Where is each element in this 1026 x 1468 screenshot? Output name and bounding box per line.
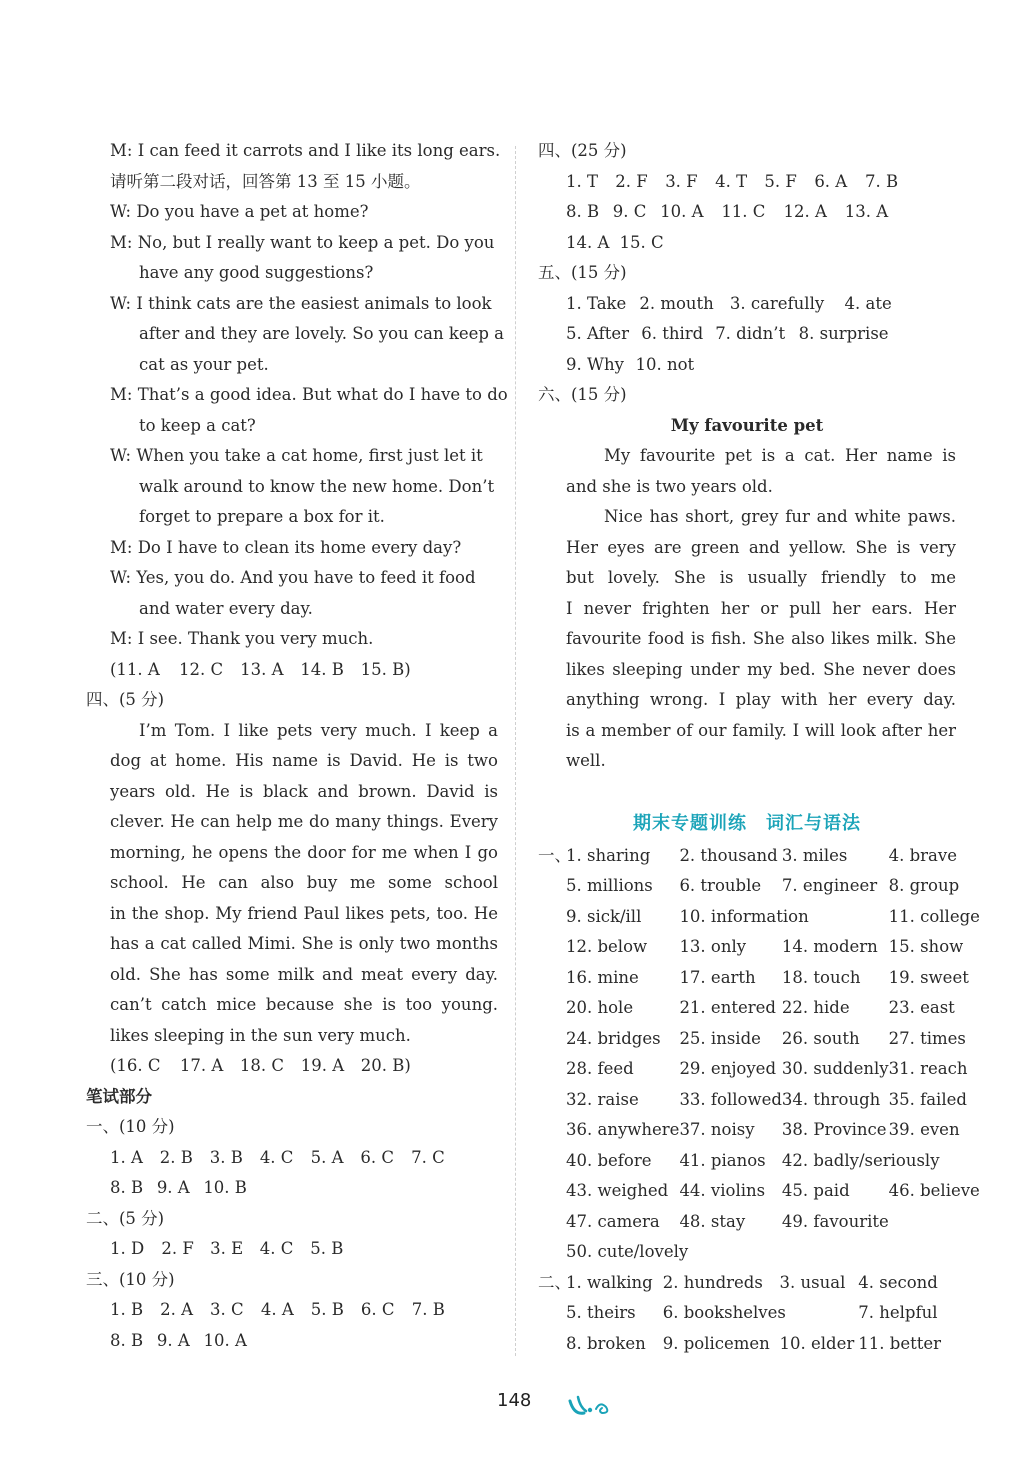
vocab-block <box>538 841 980 1268</box>
answer-row <box>86 1143 498 1174</box>
table-row <box>566 1085 980 1116</box>
answer: 8. B <box>110 1330 144 1350</box>
answer: 1. A <box>110 1147 143 1167</box>
answer: 14. modern <box>781 937 878 956</box>
table-row <box>566 932 980 963</box>
dialogue-line: to keep a cat? <box>139 415 256 435</box>
answer-row <box>538 197 956 228</box>
right-column <box>538 136 980 1359</box>
dialogue-line: and water every day. <box>139 598 313 618</box>
section-gap <box>538 777 956 807</box>
table-row <box>566 1237 980 1268</box>
essay-line: anything wrong. I play with her every day. <box>566 690 956 709</box>
dialogue-line: have any good suggestions? <box>139 263 374 282</box>
answer: 5. B <box>310 1300 344 1319</box>
answer: 1. walking <box>566 1272 653 1292</box>
passage-line: school. He can also buy me some school <box>110 873 498 892</box>
answer: 18. touch <box>781 967 861 987</box>
answer: 4. T <box>715 171 748 191</box>
answer: 17. earth <box>679 967 756 987</box>
instruction-line: 请听第二段对话，回答第 13 至 15 小题。 <box>110 171 421 191</box>
page-number: 148 <box>497 1390 532 1411</box>
answer: 7. B <box>411 1300 445 1319</box>
answer: 9. Why <box>566 354 624 374</box>
answer: 6. bookshelves <box>662 1303 786 1322</box>
grammar-block <box>538 1268 956 1360</box>
answer: 11. better <box>858 1333 941 1353</box>
passage-line: clever. He can help me do many things. Every <box>110 812 498 831</box>
answer: 6. A <box>814 171 848 191</box>
answer: 4. A <box>260 1300 294 1319</box>
dialogue-line: M: That’s a good idea. But what do I have to do <box>110 385 508 404</box>
answer: 26. south <box>781 1028 860 1048</box>
answer: 2. B <box>159 1147 193 1167</box>
dialogue-line: W: Do you have a pet at home? <box>110 202 369 221</box>
dialogue-line: W: Yes, you do. And you have to feed it food <box>110 568 476 587</box>
answer: 30. suddenly <box>781 1059 889 1078</box>
answer: 46. believe <box>888 1181 980 1200</box>
essay-line: is a member of our family. I will look after her <box>566 720 956 740</box>
vocab-table <box>566 841 980 1268</box>
dialogue-line: M: I can feed it carrots and I like its long ears. <box>110 141 501 160</box>
answer: 9. policemen <box>662 1333 770 1353</box>
table-row <box>566 1115 980 1146</box>
answer: 4. ate <box>844 293 892 313</box>
dialogue-line: cat as your pet. <box>139 354 269 374</box>
answer: 9. sick/ill <box>566 906 642 926</box>
answer: 8. B <box>566 202 600 221</box>
answer: 48. stay <box>679 1211 746 1231</box>
answer-row <box>538 319 956 350</box>
passage-line: morning, he opens the door for me when I go <box>110 842 498 862</box>
table-row <box>566 963 980 994</box>
passage-line: in the shop. My friend Paul likes pets, too. He <box>110 903 498 923</box>
answer: 2. F <box>161 1239 194 1258</box>
essay-line: and she is two years old. <box>566 476 773 496</box>
answer: 1. B <box>110 1300 144 1319</box>
essay-line: Her eyes are green and yellow. She is very <box>566 537 956 557</box>
answer: 2. thousand <box>679 845 778 865</box>
table-row <box>566 993 980 1024</box>
answer: 35. failed <box>888 1089 967 1109</box>
answer: 37. noisy <box>679 1120 755 1139</box>
essay-line: favourite food is fish. She also likes milk. She <box>566 629 956 648</box>
answer: 2. hundreds <box>662 1272 763 1292</box>
essay-line: well. <box>566 751 606 770</box>
answer: 15. show <box>888 937 964 956</box>
answer: 9. C <box>612 202 647 221</box>
section-number: 一、 <box>538 845 571 865</box>
answer: 5. F <box>764 171 797 191</box>
answer: 3. C <box>209 1300 244 1319</box>
passage-line: years old. He is black and brown. David is <box>110 781 498 801</box>
answer: 8. group <box>888 876 960 895</box>
answer: 15. B) <box>360 659 411 679</box>
written-part-header: 笔试部分 <box>86 1086 152 1106</box>
table-row <box>566 871 980 902</box>
answer: 27. times <box>888 1028 966 1048</box>
answer: 13. only <box>679 937 747 956</box>
answer: 10. B <box>203 1178 247 1197</box>
answer: 7. C <box>411 1147 445 1167</box>
answer: 9. A <box>156 1178 190 1197</box>
dialogue-line: M: Do I have to clean its home every day? <box>110 537 462 557</box>
answer: 12. below <box>566 937 648 956</box>
passage-line: likes sleeping in the sun very much. <box>110 1025 411 1045</box>
answer: 8. surprise <box>798 324 889 343</box>
answer: 10. information <box>679 906 809 926</box>
answer-row <box>86 1173 498 1204</box>
section-title: 期末专题训练 词汇与语法 <box>633 812 861 834</box>
answer-row <box>538 350 956 381</box>
answer: 17. A <box>179 1056 224 1075</box>
answer: 43. weighed <box>566 1181 669 1200</box>
answer: 6. trouble <box>679 876 762 895</box>
answer: 25. inside <box>679 1028 761 1048</box>
answer: 3. B <box>209 1147 243 1167</box>
answer: 6. C <box>360 1300 395 1319</box>
answer: 4. second <box>858 1272 938 1292</box>
answer: 8. broken <box>566 1333 646 1353</box>
table-row <box>566 1146 980 1177</box>
answer: 13. A <box>844 202 889 221</box>
answer: 8. B <box>110 1178 144 1197</box>
answer: 36. anywhere <box>566 1120 680 1139</box>
table-row <box>566 841 980 872</box>
answer: 2. mouth <box>639 293 714 313</box>
answer: 4. C <box>259 1239 294 1258</box>
dialogue-line: forget to prepare a box for it. <box>139 507 385 526</box>
passage-line: dog at home. His name is David. He is two <box>110 751 498 770</box>
answer: 5. theirs <box>566 1303 636 1322</box>
table-row <box>566 1176 980 1207</box>
passage-line: I’m Tom. I like pets very much. I keep a <box>139 720 498 740</box>
essay-line: My favourite pet is a cat. Her name is <box>604 446 956 465</box>
answer-row <box>86 1326 498 1357</box>
answer: 34. through <box>781 1089 881 1109</box>
answer-row <box>86 655 498 686</box>
answer: 41. pianos <box>679 1150 766 1170</box>
answer: 29. enjoyed <box>679 1059 777 1078</box>
answer-row <box>538 167 956 198</box>
answer: 14. A <box>566 232 610 252</box>
dialogue-line: M: No, but I really want to keep a pet. Do you <box>110 232 495 252</box>
table-row <box>566 1054 980 1085</box>
essay-line: Nice has short, grey fur and white paws. <box>604 507 956 526</box>
section-header: 四、(25 分) <box>538 141 627 160</box>
answer: 39. even <box>888 1120 960 1139</box>
section-header: 一、(10 分) <box>86 1117 175 1136</box>
answer: 40. before <box>566 1150 652 1170</box>
answer: 10. A <box>203 1330 247 1350</box>
section-header: 三、(10 分) <box>86 1269 175 1289</box>
answer: 15. C <box>619 232 664 252</box>
page-ornament-icon <box>566 1393 616 1423</box>
answer: 33. followed <box>679 1089 782 1109</box>
table-row <box>566 1329 941 1360</box>
answer: 20. B) <box>360 1056 411 1075</box>
answer: 45. paid <box>781 1181 850 1200</box>
answer: 4. C <box>259 1147 294 1167</box>
passage-line: has a cat called Mimi. She is only two months <box>110 934 498 953</box>
answer: 42. badly/seriously <box>781 1150 940 1170</box>
answer: 3. usual <box>779 1272 846 1292</box>
table-row <box>566 1268 941 1299</box>
table-row <box>566 1298 941 1329</box>
dialogue-line: M: I see. Thank you very much. <box>110 629 374 648</box>
answer: 5. After <box>566 324 630 343</box>
answer: 10. A <box>660 202 704 221</box>
answer-row <box>86 1051 498 1082</box>
answer: 11. college <box>888 906 980 926</box>
answer: 3. F <box>665 171 698 191</box>
answer: 6. third <box>641 324 704 343</box>
left-column <box>86 136 508 1356</box>
answer: 5. millions <box>566 876 653 895</box>
passage-line: old. She has some milk and meat every day. <box>110 964 498 984</box>
answer: 11. C <box>721 202 766 221</box>
section-header: 二、(5 分) <box>86 1208 165 1228</box>
answer: 9. A <box>156 1330 190 1350</box>
answer: 16. mine <box>566 967 639 987</box>
answer: 38. Province <box>781 1120 887 1139</box>
grammar-table <box>566 1268 941 1360</box>
answer: 1. sharing <box>566 845 651 865</box>
answer: 20. hole <box>566 998 634 1017</box>
answer: 22. hide <box>781 998 850 1017</box>
passage-line: can’t catch mice because she is too young. <box>110 995 498 1014</box>
answer: 5. B <box>310 1239 344 1258</box>
dialogue-line: walk around to know the new home. Don’t <box>139 476 495 496</box>
answer: 14. B <box>300 659 344 679</box>
answer: 28. feed <box>566 1059 634 1078</box>
answer: 49. favourite <box>781 1211 889 1231</box>
answer: 23. east <box>888 998 955 1017</box>
essay-line: likes sleeping under my bed. She never does <box>566 659 956 679</box>
answer: 7. helpful <box>858 1303 938 1322</box>
answer: 4. brave <box>888 845 957 865</box>
answer: 1. D <box>110 1239 145 1258</box>
answer: 24. bridges <box>566 1028 661 1048</box>
answer: 1. T <box>566 171 598 191</box>
answer: 3. E <box>210 1239 244 1258</box>
answer: 13. A <box>240 659 284 679</box>
answer: 21. entered <box>679 998 776 1017</box>
answer: 7. didn’t <box>715 324 786 343</box>
answer: 3. carefully <box>729 293 825 313</box>
answer: (11. A <box>110 659 160 679</box>
answer: 3. miles <box>781 845 848 865</box>
answer: 18. C <box>239 1056 284 1075</box>
answer: 31. reach <box>888 1059 968 1078</box>
dialogue-line: W: I think cats are the easiest animals to look <box>110 293 492 313</box>
section-number: 二、 <box>538 1272 571 1292</box>
essay-title: My favourite pet <box>670 415 824 435</box>
answer: 32. raise <box>566 1089 639 1109</box>
answer-row <box>86 1295 498 1326</box>
answer: 7. B <box>864 171 899 191</box>
answer: 10. elder <box>779 1333 855 1353</box>
section-header: 五、(15 分) <box>538 263 627 282</box>
essay-line: I never frighten her or pull her ears. Her <box>566 598 956 618</box>
answer-row <box>538 228 956 259</box>
answer: 12. C <box>179 659 224 679</box>
dialogue-line: W: When you take a cat home, first just let it <box>110 446 483 465</box>
essay-line: but lovely. She is usually friendly to me <box>566 568 956 587</box>
section-header: 四、(5 分) <box>86 690 165 709</box>
dialogue-line: after and they are lovely. So you can keep a <box>139 324 504 343</box>
answer: 19. sweet <box>888 967 969 987</box>
answer: 7. engineer <box>781 876 878 895</box>
answer: 47. camera <box>566 1211 660 1231</box>
answer: 2. A <box>160 1300 194 1319</box>
answer: 2. F <box>615 171 648 191</box>
table-row <box>566 902 980 933</box>
answer: 12. A <box>783 202 827 221</box>
answer: 1. Take <box>566 293 627 313</box>
answer: (16. C <box>110 1056 161 1075</box>
answer: 19. A <box>300 1056 345 1075</box>
answer-row <box>538 289 956 320</box>
answer-row <box>86 1234 498 1265</box>
column-divider <box>515 146 516 1356</box>
answer: 6. C <box>360 1147 394 1167</box>
table-row <box>566 1207 980 1238</box>
section-header: 六、(15 分) <box>538 385 627 404</box>
answer: 44. violins <box>679 1181 766 1200</box>
answer: 50. cute/lovely <box>566 1242 689 1261</box>
answer: 5. A <box>310 1147 344 1167</box>
answer: 10. not <box>635 354 695 374</box>
table-row <box>566 1024 980 1055</box>
